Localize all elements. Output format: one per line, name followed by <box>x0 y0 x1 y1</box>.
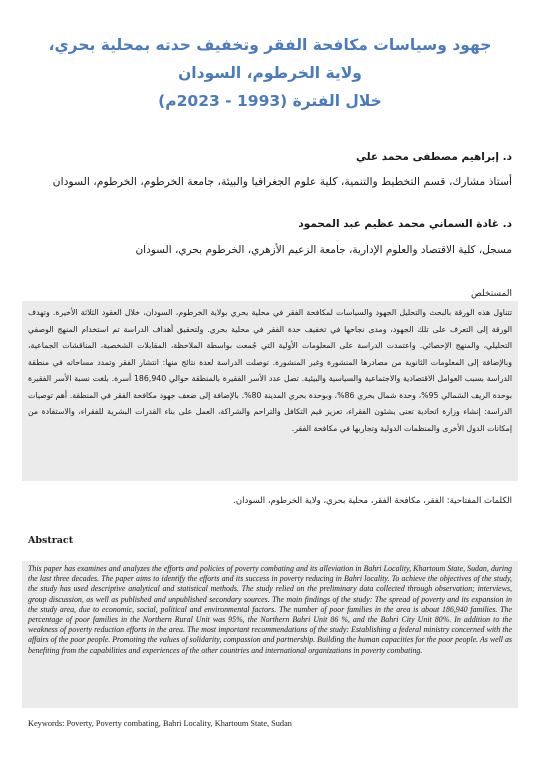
keywords-ar: الكلمات المفتاحية: الفقر، مكافحة الفقر، محلية بحري، ولاية الخرطوم، السودان. <box>233 496 512 506</box>
title-line-1: جهود وسياسات مكافحة الفقر وتخفيف حدته بمحلية بحري، <box>48 36 492 54</box>
keywords-en: Keywords: Poverty, Poverty combating, Bahri Locality, Khartoum State, Sudan <box>28 719 292 728</box>
title-line-2: ولاية الخرطوم، السودان <box>178 64 362 82</box>
author-1-affiliation: أستاذ مشارك، قسم التخطيط والتنمية، كلية علوم الجغرافيا والبيئة، جامعة الخرطوم، الخرطوم، السودان <box>52 175 512 188</box>
title-line-3: خلال الفترة (1993 - 2023م) <box>158 92 382 110</box>
abstract-en-heading: Abstract <box>28 535 74 546</box>
abstract-ar-box <box>22 301 518 481</box>
abstract-ar-heading: المستخلص <box>470 289 512 299</box>
author-2-affiliation: مسجل، كلية الاقتصاد والعلوم الإدارية، جامعة الزعيم الأزهري، الخرطوم بحري، السودان <box>135 244 512 256</box>
abstract-en-box <box>22 561 518 708</box>
author-1-name: د. إبراهيم مصطفى محمد علي <box>356 151 512 163</box>
abstract-en-text: This paper has examines and analyzes the efforts and policies of poverty combating and its alleviation in Bahri Locality, Khartoum State, Sudan, during the last three decades. The paper aims to identify the efforts and its success in poverty reducing in Bahri locality. To achieve the objectives of the study, the study has used descriptive analytical and statistical methods. The study relied on the preliminary data collected through observation; interviews, group discussion, as well as published and unpublished secondary sources. The main findings of the study: The spread of poverty and its expansion in the study area, due to economic, social, political and environmental factors. The number of poor families in the area is about 186,940 families. The percentage of poor families in the Northern Rural Unit was 95%, the Northern Bahri Unit 86 %, and the Bahri City Unit 80%. In addition to the weakness of poverty reduction efforts in the area. The most important recommendations of the study: Establishing a federal ministry concerned with the affairs of the poor people. Promoting the values of solidarity, compassion and partnership. Building the human capacities for the poor people. As well as benefiting from the capabilities and experiences of the other countries and international organizations in poverty combating. <box>28 564 512 655</box>
author-2-name: د. غادة السماني محمد عظيم عبد المحمود <box>298 218 512 230</box>
abstract-ar-text: تتناول هذه الورقة بالبحث والتحليل الجهود والسياسات لمكافحة الفقر في محلية بحري بولاية الخرطوم، السودان، خلال العقود الثلاثة الأخيرة. وتهدف الورقة إلى التعرف على تلك الجهود، ومدى نجاحها في تخفيف حدة الفقر في محلية بحري. ولتحقيق أهداف الدراسة تم استخدام المنهج الوصفي التحليلي، والمنهج الإحصائي. واعتمدت الدراسة على المعلومات الأولية التي جُمعت بواسطة الملاحظة، المقابلات الشخصية، المناقشات الجماعية، وبالإضافة إلى المعلومات الثانوية من مصادرها المنشورة وغير المنشورة. توصلت الدراسة لعدة نتائج منها: انتشار الفقر وتمدد مساحاته في منطقة الدراسة بسبب العوامل الاقتصادية والاجتماعية والسياسية والبيئية. تصل عدد الأسر الفقيرة بالمنطقة حوالي 186,940 أسرة. بلغت نسبة الأسر الفقيرة بوحدة الريف الشمالي 95%، وحدة شمال بحري 86%، وبوحدة بحري المدينة 80%. بالإضافة إلى ضعف جهود مكافحة الفقر في المنطقة. أهم توصيات الدراسة: إنشاء وزارة اتحادية تعنى بشئون الفقراء، تعزيز قيم التكافل والتراحم والشراكة، العمل على بناء القدرات البشرية للفقراء، والاستفادة من إمكانات الدول الأخرى والمنظمات الدولية وتجاربها في مكافحة الفقر. <box>28 308 512 433</box>
